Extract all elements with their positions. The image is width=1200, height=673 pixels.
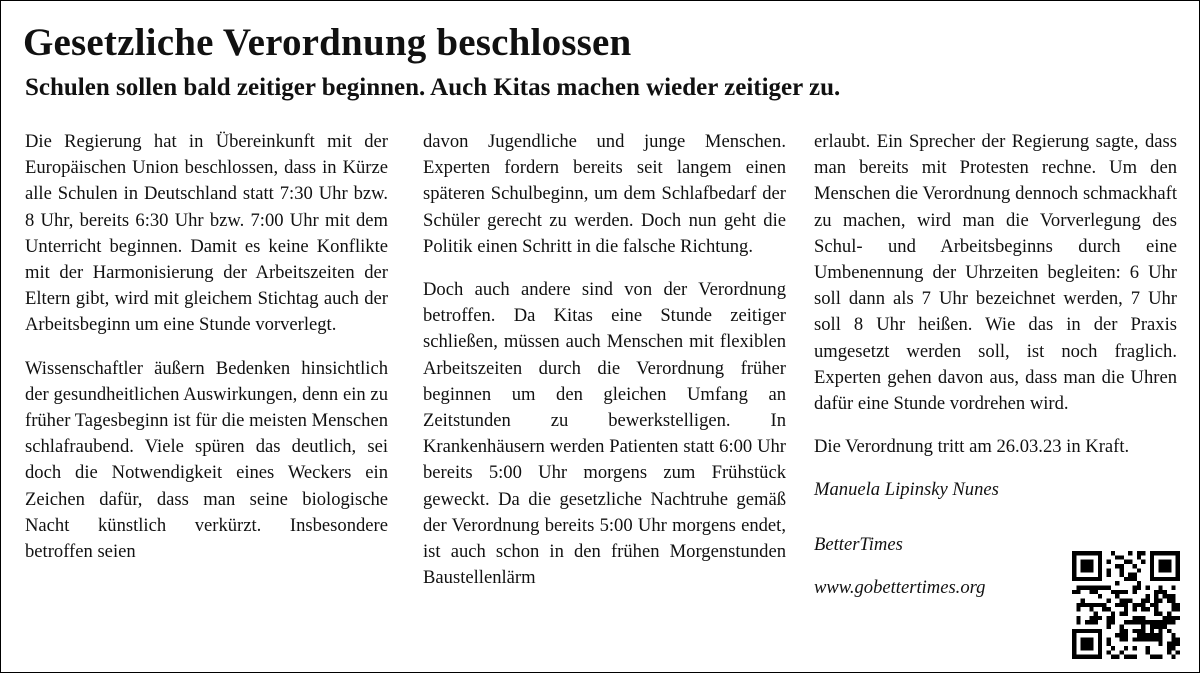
brand-url: www.gobettertimes.org bbox=[814, 576, 986, 598]
qr-code-icon bbox=[1072, 551, 1180, 659]
paragraph: Wissenschaftler äußern Bedenken hinsichtlich der gesundheitlichen Auswirkungen, denn ein zu früher Tagesbeginn ist für die meisten Menschen schlafraubend. Viele spüren das deutlich, sei doch die Notwendigkeit eines Weckers ein Zeichen dafür, dass man seine biologische Nacht künstlich verkürzt. Insbesondere betroffen seien bbox=[25, 357, 388, 563]
subheadline: Schulen sollen bald zeitiger beginnen. Auch Kitas machen wieder zeitiger zu. bbox=[25, 74, 841, 101]
paragraph: davon Jugendliche und junge Menschen. Experten fordern bereits seit langem einen späteren Schulbeginn, um dem Schlafbedarf der Schüler gerecht zu werden. Doch nun geht die Politik einen Schritt in die falsche Richtung. bbox=[423, 131, 786, 257]
paragraph: erlaubt. Ein Sprecher der Regierung sagte, dass man bereits mit Protesten rechne. Um den Menschen die Verordnung dennoch schmackhaft zu machen, wird man die Vorverlegung des Schul- und Arbeitsbeginns durch eine Umbenennung der Uhrzeiten begleiten: 6 Uhr soll dann als 7 Uhr bezeichnet werden, 7 Uhr soll 8 Uhr heißen. Wie das in der Praxis umgesetzt werden soll, ist noch fraglich. Experten gehen davon aus, dass man die Uhren dafür eine Stunde vordrehen wird. bbox=[814, 131, 1177, 415]
author-byline: Manuela Lipinsky Nunes bbox=[814, 479, 999, 501]
paragraph: Die Verordnung tritt am 26.03.23 in Kraft. bbox=[814, 436, 1130, 458]
paragraph: Die Regierung hat in Übereinkunft mit der Europäischen Union beschlossen, dass in Kürze alle Schulen in Deutschland statt 7:30 Uhr bzw. 8 Uhr, bereits 6:30 Uhr bzw. 7:00 Uhr mit dem Unterricht beginnen. Damit es keine Konflikte mit der Harmonisierung der Arbeitszeiten der Eltern gibt, wird mit gleichem Stichtag auch der Arbeitsbeginn um eine Stunde vorverlegt. bbox=[25, 131, 388, 336]
headline: Gesetzliche Verordnung beschlossen bbox=[23, 21, 632, 64]
paragraph: Doch auch andere sind von der Verordnung betroffen. Da Kitas eine Stunde zeitiger schließen, müssen auch Menschen mit flexiblen Arbeitszeiten durch die Verordnung früher beginnen um den gleichen Umfang an Zeitstunden zu bewerkstelligen. In Krankenhäusern werden Patienten statt 6:00 Uhr bereits 5:00 Uhr morgens zum Frühstück geweckt. Da die gesetzliche Nachtruhe gemäß der Verordnung bereits 5:00 Uhr morgens endet, ist auch schon in den frühen Morgenstunden Baustellenlärm bbox=[423, 279, 786, 589]
brand-name: BetterTimes bbox=[814, 533, 903, 555]
article-column-3 bbox=[814, 129, 1177, 618]
article-column-1 bbox=[25, 129, 388, 582]
article-column-2 bbox=[423, 129, 786, 608]
